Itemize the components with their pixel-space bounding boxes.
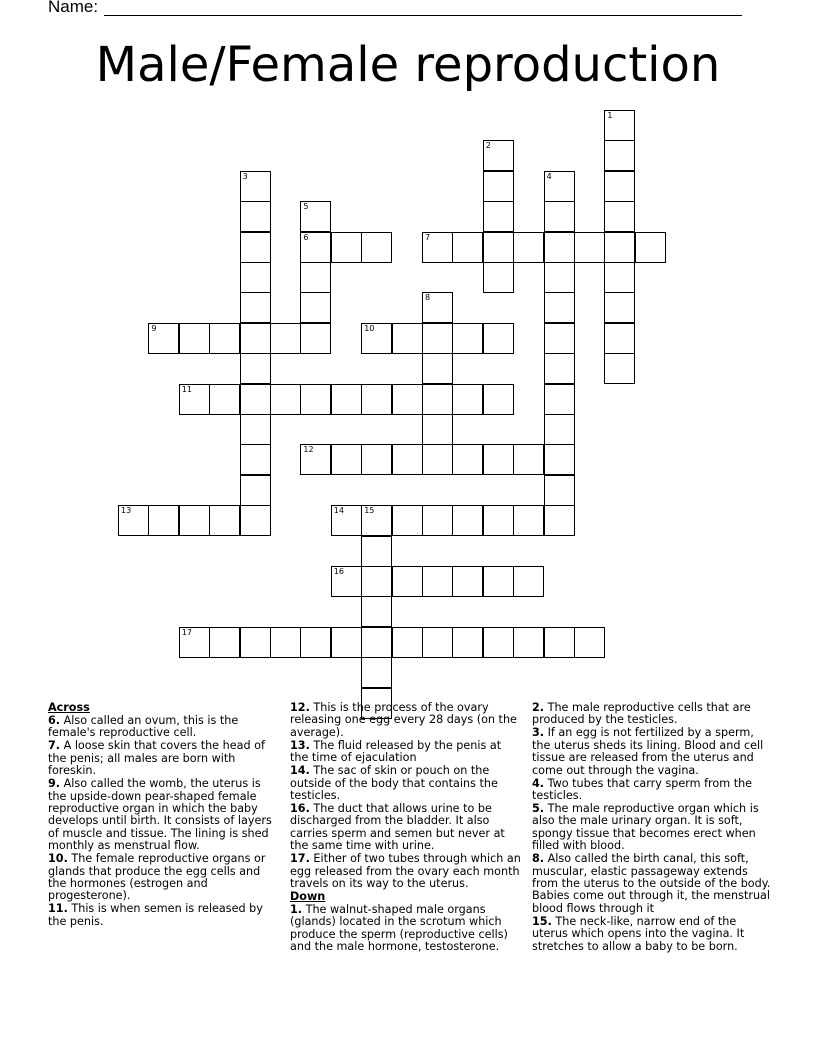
grid-cell[interactable] <box>604 232 635 263</box>
grid-cell[interactable] <box>331 627 362 658</box>
clue-text: Also called the womb, the uterus is the upside-down pear-shaped female reproductive organ in which the baby develops until birth. It consists of layers of muscle and tissue. The lining is shed monthly as menstrual flow. <box>48 777 272 853</box>
grid-cell[interactable] <box>179 505 210 536</box>
grid-cell[interactable] <box>392 566 423 597</box>
grid-cell[interactable] <box>179 323 210 354</box>
clue-across-11 <box>48 903 280 928</box>
clue-number: 7. <box>48 739 61 753</box>
clue-number: 5. <box>532 802 545 816</box>
clue-across-14 <box>290 765 522 802</box>
grid-cell[interactable] <box>300 201 331 232</box>
grid-cell[interactable] <box>300 232 331 263</box>
grid-cell[interactable] <box>422 353 453 384</box>
grid-cell[interactable] <box>544 262 575 293</box>
grid-cell[interactable] <box>331 505 362 536</box>
clue-across-9 <box>48 778 280 852</box>
grid-cell[interactable] <box>392 505 423 536</box>
clue-text: Either of two tubes through which an egg released from the ovary each month travels on its way to the uterus. <box>290 852 521 891</box>
grid-cell[interactable] <box>118 505 149 536</box>
clue-text: This is the process of the ovary releasing one egg every 28 days (on the average). <box>290 701 517 739</box>
grid-cell[interactable] <box>544 475 575 506</box>
grid-cell[interactable] <box>361 596 392 627</box>
clue-across-17 <box>290 853 522 890</box>
clue-number: 4. <box>532 776 545 790</box>
grid-cell[interactable] <box>422 566 453 597</box>
grid-cell[interactable] <box>361 627 392 658</box>
across-heading: Across <box>48 701 90 714</box>
grid-cell[interactable] <box>483 323 514 354</box>
cell-number: 1 <box>607 111 613 120</box>
grid-cell[interactable] <box>544 444 575 475</box>
clue-text: A loose skin that covers the head of the penis; all males are born with foreskin. <box>48 739 265 778</box>
clue-text: The sac of skin or pouch on the outside of the body that contains the testicles. <box>290 764 498 803</box>
grid-cell[interactable] <box>148 323 179 354</box>
grid-cell[interactable] <box>604 323 635 354</box>
clue-down-5 <box>532 803 772 853</box>
grid-cell[interactable] <box>240 627 271 658</box>
grid-cell[interactable] <box>331 384 362 415</box>
clue-column-1 <box>48 702 280 929</box>
grid-cell[interactable] <box>604 262 635 293</box>
grid-cell[interactable] <box>270 384 301 415</box>
grid-cell[interactable] <box>513 232 544 263</box>
grid-cell[interactable] <box>544 323 575 354</box>
clue-number: 15. <box>532 914 552 928</box>
grid-cell[interactable] <box>270 323 301 354</box>
grid-cell[interactable] <box>544 384 575 415</box>
cell-number: 8 <box>425 293 431 303</box>
clue-text: The duct that allows urine to be discharged from the bladder. It also carries sperm and semen but never at the same time with urine. <box>290 802 505 853</box>
clue-column-3 <box>532 702 772 954</box>
grid-cell[interactable] <box>240 292 271 323</box>
grid-cell[interactable] <box>240 444 271 475</box>
clue-down-2 <box>532 702 772 727</box>
clue-across-12 <box>290 702 522 739</box>
grid-cell[interactable] <box>361 323 392 354</box>
clue-down-8 <box>532 853 772 915</box>
grid-cell[interactable] <box>240 353 271 384</box>
grid-cell[interactable] <box>300 262 331 293</box>
grid-cell[interactable] <box>240 201 271 232</box>
grid-cell[interactable] <box>392 627 423 658</box>
grid-cell[interactable] <box>483 444 514 475</box>
grid-cell[interactable] <box>513 627 544 658</box>
cell-number: 17 <box>181 627 192 637</box>
cell-number: 2 <box>485 141 491 151</box>
grid-cell[interactable] <box>240 384 271 415</box>
grid-cell[interactable] <box>452 384 483 415</box>
grid-cell[interactable] <box>604 140 635 171</box>
grid-cell[interactable] <box>361 384 392 415</box>
cell-number: 13 <box>121 506 132 516</box>
grid-cell[interactable] <box>544 353 575 384</box>
clue-number: 8. <box>532 852 545 866</box>
grid-cell[interactable] <box>392 323 423 354</box>
clue-number: 11. <box>48 902 68 916</box>
grid-cell[interactable] <box>452 566 483 597</box>
grid-cell[interactable] <box>452 505 483 536</box>
cell-number: 5 <box>303 202 309 212</box>
grid-cell[interactable] <box>422 414 453 445</box>
clue-number: 13. <box>290 738 310 752</box>
grid-cell[interactable] <box>179 384 210 415</box>
clue-down-3 <box>532 727 772 777</box>
grid-cell[interactable] <box>544 627 575 658</box>
grid-cell[interactable] <box>240 505 271 536</box>
cell-number: 11 <box>181 384 192 394</box>
grid-cell[interactable] <box>604 292 635 323</box>
grid-cell[interactable] <box>392 384 423 415</box>
grid-cell[interactable] <box>179 627 210 658</box>
grid-cell[interactable] <box>544 201 575 232</box>
clue-text: Also called an ovum, this is the female's reproductive cell. <box>48 714 239 740</box>
grid-cell[interactable] <box>483 384 514 415</box>
grid-cell[interactable] <box>209 323 240 354</box>
grid-cell[interactable] <box>361 444 392 475</box>
grid-cell[interactable] <box>240 323 271 354</box>
grid-cell[interactable] <box>483 262 514 293</box>
grid-cell[interactable] <box>544 232 575 263</box>
clue-number: 6. <box>48 714 61 727</box>
grid-cell[interactable] <box>544 171 575 202</box>
grid-cell[interactable] <box>574 627 605 658</box>
grid-cell[interactable] <box>422 292 453 323</box>
grid-cell[interactable] <box>209 505 240 536</box>
grid-cell[interactable] <box>361 232 392 263</box>
cell-number: 16 <box>333 567 344 576</box>
grid-cell[interactable] <box>240 232 271 263</box>
grid-cell[interactable] <box>422 384 453 415</box>
grid-cell[interactable] <box>483 201 514 232</box>
grid-cell[interactable] <box>422 323 453 354</box>
grid-cell[interactable] <box>422 232 453 263</box>
grid-cell[interactable] <box>513 566 544 597</box>
grid-cell[interactable] <box>635 232 666 263</box>
clue-across-7 <box>48 740 280 777</box>
clue-number: 3. <box>532 726 545 740</box>
grid-cell[interactable] <box>604 353 635 384</box>
grid-cell[interactable] <box>209 384 240 415</box>
grid-cell[interactable] <box>513 505 544 536</box>
grid-cell[interactable] <box>422 505 453 536</box>
clue-across-6 <box>48 715 280 740</box>
clue-text: The walnut-shaped male organs (glands) located in the scrotum which produce the sperm (reproductive cells) and the male hormone, testosterone. <box>290 903 508 954</box>
grid-cell[interactable] <box>422 627 453 658</box>
cell-number: 15 <box>364 506 375 516</box>
grid-cell[interactable] <box>361 657 392 688</box>
cell-number: 9 <box>151 323 157 333</box>
grid-cell[interactable] <box>452 323 483 354</box>
grid-cell[interactable] <box>544 414 575 445</box>
grid-cell[interactable] <box>483 566 514 597</box>
clue-down-1 <box>290 904 522 954</box>
grid-cell[interactable] <box>392 444 423 475</box>
grid-cell[interactable] <box>483 505 514 536</box>
grid-cell[interactable] <box>604 110 635 141</box>
clue-number: 10. <box>48 852 68 866</box>
grid-cell[interactable] <box>483 171 514 202</box>
clue-column-2 <box>290 702 522 954</box>
grid-cell[interactable] <box>604 201 635 232</box>
clue-text: The neck-like, narrow end of the uterus which opens into the vagina. It stretches to allow a baby to be born. <box>532 914 745 953</box>
cell-number: 4 <box>546 171 552 181</box>
grid-cell[interactable] <box>300 444 331 475</box>
cell-number: 3 <box>242 171 248 181</box>
grid-cell[interactable] <box>544 505 575 536</box>
grid-cell[interactable] <box>331 566 362 597</box>
grid-cell[interactable] <box>270 627 301 658</box>
clue-text: Two tubes that carry sperm from the testicles. <box>532 776 753 803</box>
grid-cell[interactable] <box>483 232 514 263</box>
grid-cell[interactable] <box>240 262 271 293</box>
clue-number: 17. <box>290 852 310 866</box>
grid-cell[interactable] <box>604 171 635 202</box>
name-label: Name: <box>48 0 99 16</box>
grid-cell[interactable] <box>452 444 483 475</box>
clue-across-16 <box>290 803 522 853</box>
cell-number: 10 <box>364 323 375 333</box>
cell-number: 14 <box>333 506 344 516</box>
clue-number: 9. <box>48 777 61 791</box>
grid-cell[interactable] <box>240 414 271 445</box>
grid-cell[interactable] <box>422 444 453 475</box>
grid-cell[interactable] <box>331 232 362 263</box>
clue-text: Also called the birth canal, this soft, muscular, elastic passageway extends from the uterus to the outside of the body. Babies come out through it, the menstrual blood flows through it <box>532 852 771 915</box>
grid-cell[interactable] <box>361 566 392 597</box>
clue-text: The female reproductive organs or glands that produce the egg cells and the hormones (estrogen and progesterone). <box>48 852 266 903</box>
clue-text: This is when semen is released by the penis. <box>48 902 263 928</box>
grid-cell[interactable] <box>300 384 331 415</box>
grid-cell[interactable] <box>240 171 271 202</box>
grid-cell[interactable] <box>544 292 575 323</box>
grid-cell[interactable] <box>513 444 544 475</box>
grid-cell[interactable] <box>300 292 331 323</box>
grid-cell[interactable] <box>483 627 514 658</box>
grid-cell[interactable] <box>209 627 240 658</box>
clue-text: If an egg is not fertilized by a sperm, the uterus sheds its lining. Blood and cell tissue are released from the uterus and come out through the vagina. <box>532 726 764 777</box>
clue-text: The male reproductive organ which is also the male urinary organ. It is soft, spongy tissue that becomes erect when filled with blood. <box>532 802 759 853</box>
page-title: Male/Female reproduction <box>95 37 721 93</box>
cell-number: 6 <box>303 232 309 242</box>
grid-cell[interactable] <box>361 505 392 536</box>
clue-text: The fluid released by the penis at the time of ejaculation <box>290 738 502 765</box>
grid-cell[interactable] <box>300 323 331 354</box>
clue-number: 2. <box>532 701 545 714</box>
clue-number: 12. <box>290 701 310 714</box>
cell-number: 12 <box>303 445 314 455</box>
grid-cell[interactable] <box>361 536 392 567</box>
clue-number: 16. <box>290 802 310 816</box>
clue-text: The male reproductive cells that are produced by the testicles. <box>532 701 751 727</box>
clue-number: 1. <box>290 903 303 917</box>
clue-down-4 <box>532 778 772 803</box>
grid-cell[interactable] <box>300 627 331 658</box>
down-heading: Down <box>290 890 326 904</box>
grid-cell[interactable] <box>452 627 483 658</box>
clue-across-13 <box>290 740 522 765</box>
grid-cell[interactable] <box>240 475 271 506</box>
grid-cell[interactable] <box>452 232 483 263</box>
grid-cell[interactable] <box>148 505 179 536</box>
grid-cell[interactable] <box>483 140 514 171</box>
grid-cell[interactable] <box>574 232 605 263</box>
clue-down-15 <box>532 916 772 953</box>
cell-number: 7 <box>425 232 431 242</box>
clue-across-10 <box>48 853 280 903</box>
grid-cell[interactable] <box>331 444 362 475</box>
clue-number: 14. <box>290 764 310 778</box>
